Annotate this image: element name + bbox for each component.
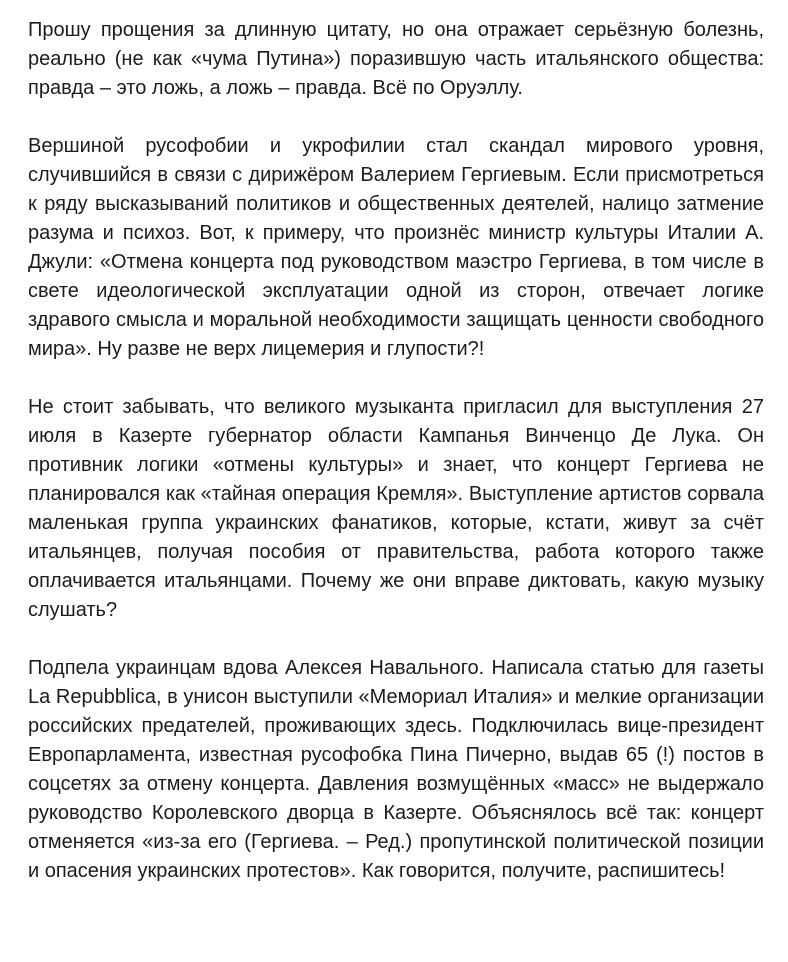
- article-paragraph-2: Вершиной русофобии и укрофилии стал скандал мирового уровня, случившийся в связи с дирижёром Валерием Гергиевым. Если присмотреться к ряду высказываний политиков и общественных деятелей, налицо затмение разума и психоз. Вот, к примеру, что произнёс министр культуры Италии А. Джули: «Отмена концерта под руководством маэстро Гергиева, в том числе в свете идеологической эксплуатации одной из сторон, отвечает логике здравого смысла и моральной необходимости защищать ценности свободного мира». Ну разве не верх лицемерия и глупости?!: [28, 135, 764, 360]
- article-paragraph-3: Не стоит забывать, что великого музыканта пригласил для выступления 27 июля в Казерте губернатор области Кампанья Винченцо Де Лука. Он противник логики «отмены культуры» и знает, что концерт Гергиева не планировался как «тайная операция Кремля». Выступление артистов сорвала маленькая группа украинских фанатиков, которые, кстати, живут за счёт итальянцев, получая пособия от правительства, работа которого также оплачивается итальянцами. Почему же они вправе диктовать, какую музыку слушать?: [28, 396, 764, 621]
- article-paragraph-4: Подпела украинцам вдова Алексея Навального. Написала статью для газеты La Repubblica, в унисон выступили «Мемориал Италия» и мелкие организации российских предателей, проживающих здесь. Подключилась вице-президент Европарламента, известная русофобка Пина Пичерно, выдав 65 (!) постов в соцсетях за отмену концерта. Давления возмущённых «масс» не выдержало руководство Королевского дворца в Казерте. Объяснялось всё так: концерт отменяется «из-за его (Гергиева. – Ред.) пропутинской политической позиции и опасения украинских протестов». Как говорится, получите, распишитесь!: [28, 657, 764, 882]
- article-body: [0, 16, 788, 886]
- article-paragraph-1: Прошу прощения за длинную цитату, но она отражает серьёзную болезнь, реально (не как «чума Путина») поразившую часть итальянского общества: правда – это ложь, а ложь – правда. Всё по Оруэллу.: [28, 19, 764, 99]
